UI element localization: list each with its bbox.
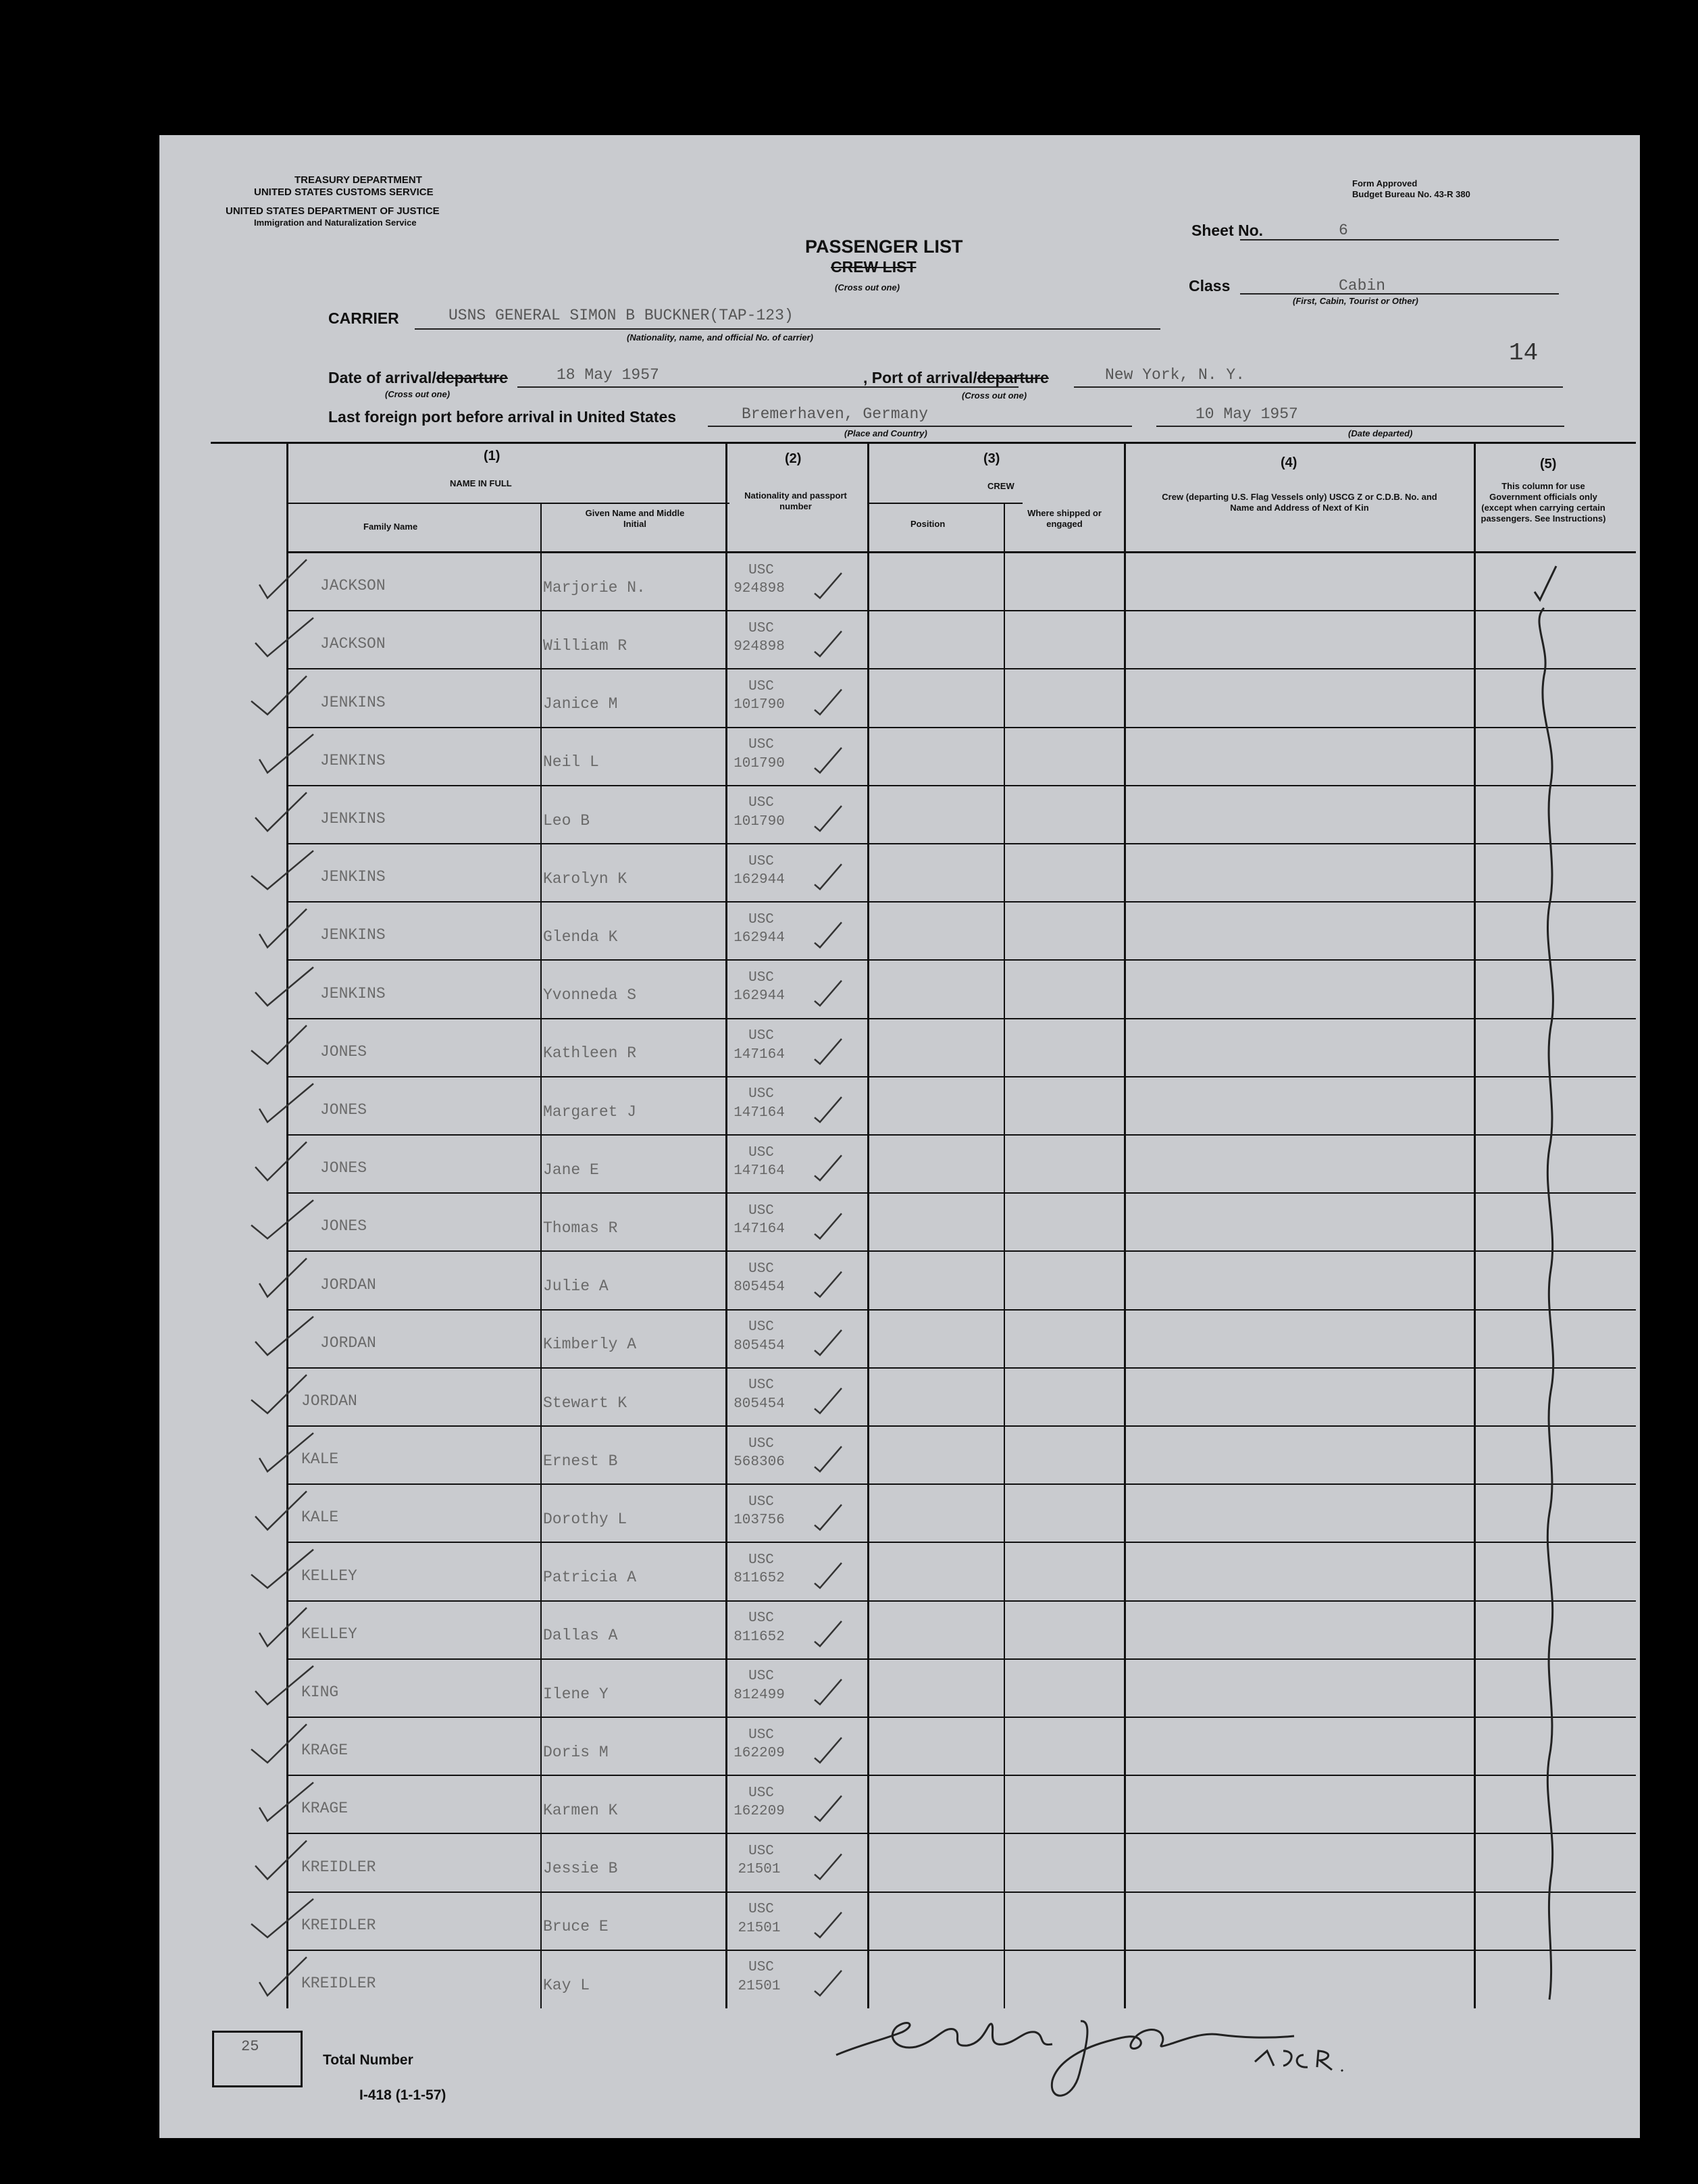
given-name: Jane E [543, 1161, 599, 1179]
row-checkmark-left [251, 1550, 313, 1588]
signature [836, 2021, 1294, 2096]
family-name: JACKSON [320, 577, 386, 595]
nationality: USC [748, 1960, 774, 1976]
row-checkmark-left [255, 1841, 307, 1879]
passport-number: 805454 [734, 1279, 785, 1296]
nationality: USC [748, 853, 774, 869]
passport-number: 811652 [734, 1629, 785, 1645]
passport-number: 162209 [734, 1746, 785, 1762]
row-checkmark-left [259, 1608, 307, 1646]
given-name: Jessie B [543, 1860, 618, 1878]
row-checkmark-left [251, 1375, 307, 1413]
row-checkmark-left [259, 1259, 307, 1297]
col2-title: Nationality and passport number [744, 490, 847, 511]
row-checkmark-passport [815, 1621, 842, 1646]
handwritten-marks [159, 135, 1640, 2138]
family-name: JONES [320, 1101, 367, 1119]
given-name: Stewart K [543, 1394, 627, 1412]
form-title: PASSENGER LIST [805, 236, 963, 257]
nationality: USC [748, 562, 774, 578]
nationality: USC [748, 737, 774, 753]
row-checkmark-left [255, 618, 313, 657]
col1-title: NAME IN FULL [450, 478, 512, 488]
arrival-port-label: , Port of arrival/departure [863, 369, 1049, 386]
agency-line-4: Immigration and Naturalization Service [254, 218, 417, 228]
col5-title: This column for use Government officials only (except when carrying certain passengers. See Instructions) [1481, 481, 1606, 524]
row-checkmark-passport [815, 690, 842, 715]
row-checkmark-left [259, 734, 313, 773]
nationality: USC [748, 1377, 774, 1394]
col3-title: CREW [987, 481, 1014, 491]
passport-number: 21501 [738, 1862, 781, 1878]
family-name: JORDAN [301, 1392, 357, 1410]
nationality: USC [748, 1902, 774, 1918]
col4-title: Crew (departing U.S. Flag Vessels only) USCG Z or C.D.B. No. and Name and Address of Next of Kin [1162, 492, 1437, 513]
passport-number: 812499 [734, 1687, 785, 1703]
given-name: Ernest B [543, 1452, 618, 1470]
passport-number: 103756 [734, 1513, 785, 1529]
given-name: Dallas A [543, 1627, 618, 1645]
col3-position-header: Position [910, 519, 946, 529]
last-port-value: Bremerhaven, Germany [742, 405, 929, 423]
family-name: KING [301, 1683, 339, 1701]
family-name: KALE [301, 1508, 339, 1527]
family-name: KREIDLER [301, 1858, 376, 1876]
passport-number: 568306 [734, 1454, 785, 1471]
carrier-note: (Nationality, name, and official No. of carrier) [627, 332, 813, 342]
agency-line-1: TREASURY DEPARTMENT [294, 174, 422, 186]
given-name: Thomas R [543, 1219, 618, 1237]
given-name: Kathleen R [543, 1044, 637, 1063]
col4-number: (4) [1281, 455, 1297, 470]
given-name: Yvonneda S [543, 986, 637, 1005]
column-5-checkmark [1535, 566, 1556, 600]
nationality: USC [748, 1785, 774, 1801]
row-checkmark-passport [815, 1679, 842, 1704]
row-checkmark-left [255, 1492, 307, 1530]
nationality: USC [748, 1494, 774, 1510]
family-name: JONES [320, 1217, 367, 1236]
nationality: USC [748, 1669, 774, 1685]
given-name: Glenda K [543, 928, 618, 946]
passport-number: 21501 [738, 1978, 781, 1994]
family-name: JONES [320, 1159, 367, 1177]
arrival-port-value: New York, N. Y. [1105, 366, 1245, 384]
row-checkmark-passport [815, 1737, 842, 1762]
row-checkmark-left [251, 676, 307, 715]
nationality: USC [748, 620, 774, 636]
family-name: JENKINS [320, 693, 386, 711]
passport-number: 162944 [734, 988, 785, 1005]
column-5-wavy-line [1539, 608, 1553, 2000]
family-name: JENKINS [320, 810, 386, 828]
family-name: JACKSON [320, 635, 386, 653]
passport-number: 147164 [734, 1104, 785, 1121]
row-checkmark-left [259, 1433, 313, 1471]
row-checkmark-passport [815, 748, 842, 773]
title-note: (Cross out one) [835, 282, 900, 293]
col2-number: (2) [785, 451, 802, 466]
given-name: Karmen K [543, 1801, 618, 1819]
given-name: Julie A [543, 1277, 609, 1296]
given-name: Bruce E [543, 1918, 609, 1936]
row-checkmark-passport [815, 1504, 842, 1529]
row-checkmark-passport [815, 1796, 842, 1821]
family-name: KRAGE [301, 1800, 349, 1818]
family-name: JENKINS [320, 751, 386, 769]
row-checkmark-left [251, 1025, 307, 1064]
passport-number: 101790 [734, 813, 785, 830]
signature-initials [1255, 2051, 1343, 2071]
row-checkmark-passport [815, 806, 842, 831]
col1-number: (1) [484, 449, 500, 463]
col1-given-header: Given Name and Middle Initial [585, 508, 685, 529]
carrier-value: USNS GENERAL SIMON B BUCKNER(TAP-123) [448, 307, 794, 324]
form-id: I-418 (1-1-57) [359, 2087, 446, 2103]
row-checkmark-left [251, 1899, 313, 1937]
passport-number: 21501 [738, 1920, 781, 1936]
given-name: Kay L [543, 1976, 590, 1994]
given-name: Doris M [543, 1743, 609, 1761]
nationality: USC [748, 1727, 774, 1743]
row-checkmark-left [251, 850, 313, 889]
nationality: USC [748, 1843, 774, 1859]
sheet-no-label: Sheet No. [1191, 222, 1264, 239]
sheet-no-value: 6 [1339, 222, 1348, 239]
nationality: USC [748, 1144, 774, 1161]
row-checkmark-left [259, 909, 307, 948]
family-name: KALE [301, 1450, 339, 1469]
row-checkmark-left [255, 967, 313, 1006]
arrival-date-note: (Cross out one) [385, 389, 451, 399]
nationality: USC [748, 1436, 774, 1452]
passport-number: 162944 [734, 872, 785, 888]
family-name: KELLEY [301, 1567, 357, 1585]
row-checkmark-passport [815, 631, 842, 656]
row-checkmark-left [251, 1724, 307, 1762]
row-checkmark-passport [815, 1272, 842, 1297]
arrival-date-label: Date of arrival/departure [328, 369, 508, 386]
nationality: USC [748, 678, 774, 694]
given-name: William R [543, 636, 627, 655]
passport-number: 805454 [734, 1396, 785, 1412]
row-checkmark-passport [815, 1213, 842, 1238]
given-name: Margaret J [543, 1102, 637, 1121]
arrival-port-note: (Cross out one) [962, 390, 1027, 401]
page-number: 14 [1509, 339, 1539, 367]
col3-where-header: Where shipped or engaged [1027, 508, 1102, 529]
row-checkmark-left [255, 1317, 313, 1355]
col3-number: (3) [983, 451, 1000, 466]
row-checkmark-passport [815, 573, 842, 598]
family-name: JONES [320, 1042, 367, 1061]
row-checkmark-left [259, 1957, 307, 1996]
given-name: Marjorie N. [543, 578, 646, 596]
passport-number: 147164 [734, 1046, 785, 1063]
passport-number: 101790 [734, 755, 785, 771]
passport-number: 162209 [734, 1804, 785, 1820]
given-name: Neil L [543, 753, 599, 771]
row-checkmark-passport [815, 922, 842, 947]
family-name: JENKINS [320, 926, 386, 944]
row-checkmark-passport [815, 864, 842, 889]
col5-number: (5) [1540, 457, 1557, 472]
family-name: JORDAN [320, 1275, 376, 1294]
class-note: (First, Cabin, Tourist or Other) [1293, 296, 1418, 306]
form-title-struck: CREW LIST [831, 258, 917, 276]
row-checkmark-left [255, 792, 307, 831]
given-name: Janice M [543, 695, 618, 713]
passport-number: 924898 [734, 581, 785, 597]
passenger-list-sheet [159, 135, 1640, 2138]
passport-number: 924898 [734, 639, 785, 655]
row-checkmark-passport [815, 1971, 842, 1996]
nationality: USC [748, 1028, 774, 1044]
passport-number: 147164 [734, 1221, 785, 1238]
row-checkmark-left [255, 1142, 307, 1180]
class-label: Class [1189, 277, 1231, 295]
row-checkmark-passport [815, 981, 842, 1006]
row-checkmark-passport [815, 1388, 842, 1413]
departed-date-note: (Date departed) [1348, 428, 1413, 438]
given-name: Dorothy L [543, 1510, 627, 1528]
agency-line-2: UNITED STATES CUSTOMS SERVICE [254, 186, 434, 198]
row-checkmark-left [259, 1783, 313, 1821]
row-checkmark-left [259, 1084, 313, 1122]
family-name: KREIDLER [301, 1975, 376, 1992]
row-checkmark-passport [815, 1330, 842, 1355]
arrival-date-value: 18 May 1957 [557, 366, 659, 384]
form-approved-line-2: Budget Bureau No. 43-R 380 [1352, 189, 1470, 199]
row-checkmark-left [255, 1666, 313, 1704]
carrier-label: CARRIER [328, 309, 399, 327]
nationality: USC [748, 1202, 774, 1219]
row-checkmark-left [259, 559, 307, 598]
given-name: Kimberly A [543, 1336, 637, 1354]
nationality: USC [748, 969, 774, 986]
row-checkmark-passport [815, 1446, 842, 1471]
passport-number: 101790 [734, 697, 785, 713]
given-name: Leo B [543, 811, 590, 830]
family-name: JENKINS [320, 868, 386, 886]
agency-line-3: UNITED STATES DEPARTMENT OF JUSTICE [226, 205, 440, 217]
row-checkmark-left [251, 1200, 313, 1239]
family-name: KELLEY [301, 1625, 357, 1643]
nationality: USC [748, 1552, 774, 1568]
nationality: USC [748, 1261, 774, 1277]
family-name: KREIDLER [301, 1916, 376, 1934]
row-checkmark-passport [815, 1854, 842, 1879]
passport-number: 811652 [734, 1571, 785, 1587]
passport-number: 805454 [734, 1338, 785, 1354]
nationality: USC [748, 795, 774, 811]
nationality: USC [748, 1086, 774, 1102]
total-label: Total Number [323, 2052, 413, 2068]
given-name: Ilene Y [543, 1685, 609, 1703]
class-value: Cabin [1339, 277, 1386, 295]
passport-number: 147164 [734, 1163, 785, 1179]
departed-date-value: 10 May 1957 [1195, 405, 1298, 423]
given-name: Patricia A [543, 1569, 637, 1587]
family-name: JORDAN [320, 1334, 376, 1352]
last-port-note: (Place and Country) [844, 428, 927, 438]
col1-family-header: Family Name [363, 522, 418, 532]
nationality: USC [748, 911, 774, 928]
row-checkmark-passport [815, 1039, 842, 1064]
nationality: USC [748, 1319, 774, 1336]
last-port-label: Last foreign port before arrival in United States [328, 408, 677, 426]
form-approved-line-1: Form Approved [1352, 178, 1418, 188]
family-name: JENKINS [320, 984, 386, 1002]
row-checkmark-passport [815, 1155, 842, 1180]
row-checkmark-passport [815, 1563, 842, 1588]
given-name: Karolyn K [543, 869, 627, 888]
nationality: USC [748, 1610, 774, 1627]
passport-number: 162944 [734, 930, 785, 946]
total-value: 25 [241, 2038, 259, 2055]
family-name: KRAGE [301, 1742, 349, 1760]
row-checkmark-passport [815, 1097, 842, 1122]
row-checkmark-passport [815, 1912, 842, 1937]
